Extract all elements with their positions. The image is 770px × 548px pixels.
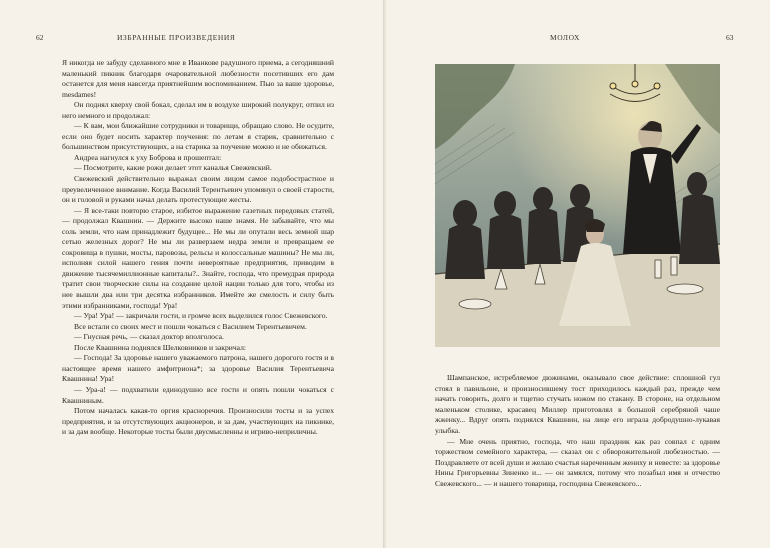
paragraph: Он поднял кверху свой бокал, сделал им в воздухе широкий полукруг, отпил из него немного и продолжал:	[62, 100, 334, 120]
paragraph: — Гнусная речь, — сказал доктор вполголоса.	[74, 332, 224, 342]
right-page	[386, 0, 770, 548]
paragraph: Свежевский действительно выражал своим лицом самое подобострастное и преувеличенное внимание. Когда Василий Терентьевич упомянул о своей старости, он и головой и руками начал делать протестующие жесты.	[62, 174, 334, 205]
paragraph: — Посмотрите, какие рожи делает этот каналья Свежевский.	[74, 163, 272, 173]
paragraph: Все встали со своих мест и пошли чокаться с Василием Терентьевичем.	[74, 321, 307, 331]
right-body-text	[435, 373, 720, 490]
paragraph: Андреа нагнулся к уху Боброва и прошептал:	[74, 152, 222, 162]
paragraph: Потом началась какая-то оргия красноречия. Произносили тосты и за успех предприятия, и за отсутствующих акционеров, и за дам, участвующих на пикнике, и за дам вообще. Некоторые тосты были двусмысленны и игриво-неприличны.	[62, 406, 334, 437]
left-body-text	[62, 58, 334, 438]
paragraph: — Господа! За здоровье нашего уважаемого патрона, нашего дорогого гостя и в настоящее время нашего амфитриона*; за здоровье Василия Терентьевича Квашнина! Ура!	[62, 353, 334, 384]
paragraph: Шампанское, истребляемое дюжинами, оказывало свое действие: сплошной гул стоял в павильоне, и произносившему тост приходилось каждый раз, прежде чем начать говорить, долго и тщетно стучать ножом по стакану. В стороне, на отдельном маленьком столике, красавец Миллер приготовлял в большой серебряной чаше жженку... Вдруг опять поднялся Квашнин, на лице его играла добродушно-лукавая улыбка.	[435, 373, 720, 435]
paragraph: — Я все-таки повторю старое, избитое выражение газетных передовых статей, — продолжал Квашнин. — Держите высоко наше знамя. Не забывайте, что мы соль земли, что нам принадлежит будущее... Не мы ли опутали весь земной шар сетью железных дорог? Не мы ли разверзаем недра земли и превращаем ее сокровища в пушки, мосты, паровозы, рельсы и колоссальные машины? Не мы ли, исполняя силой нашего гения почти невероятные предприятия, приводим в движение тысячемиллионные капиталы?.. Знайте, господа, что премудрая природа тратит свои творческие силы на создание целой нации только для того, чтобы из нее вышли два или три десятка избранников. Имейте же смелость и силу быть этими избранниками, господа! Ура!	[62, 205, 334, 310]
left-running-head: ИЗБРАННЫЕ ПРОИЗВЕДЕНИЯ	[117, 33, 236, 42]
paragraph: — К вам, мои ближайшие сотрудники и товарищи, обращаю слово. Не осудите, если оно будет носить характер поучения: по летам я старик, сравнительно с большинством присутствующих, а на старика за поучение можно и не обижаться.	[62, 121, 334, 152]
paragraph: После Квашнина поднялся Шелковников и закричал:	[74, 342, 246, 352]
left-page-number: 62	[36, 33, 44, 42]
paragraph: — Мне очень приятно, господа, что наш праздник как раз совпал с одним торжеством семейного характера, — сказал он с обворожительной любезностью. — Поздравляете от всей души и желаю счастья нареченным жениху и невесте: за здоровье Нины Григорьевны Зиненко и... — он замялся, потому что позабыл имя и отчество Свежевского... — и нашего товарища, господина Свежевского...	[435, 436, 720, 488]
banquet-illustration	[435, 64, 720, 347]
paragraph: — Ура! Ура! — закричали гости, и громче всех выделился голос Свежевского.	[74, 311, 328, 321]
left-page	[0, 0, 384, 548]
right-running-head: МОЛОХ	[550, 33, 581, 42]
right-page-number: 63	[726, 33, 734, 42]
paragraph: Я никогда не забуду сделанного мне в Иванкове радушного приема, а сегодняшний маленький пикник благодаря очаровательной любезности посетивших его дам останется для меня навсегда приятнейшим воспоминанием. Пью за ваше здоровье, mesdames!	[62, 58, 334, 99]
paragraph: — Ура-а! — подхватили единодушно все гости и опять пошли чокаться с Квашниным.	[62, 384, 334, 405]
